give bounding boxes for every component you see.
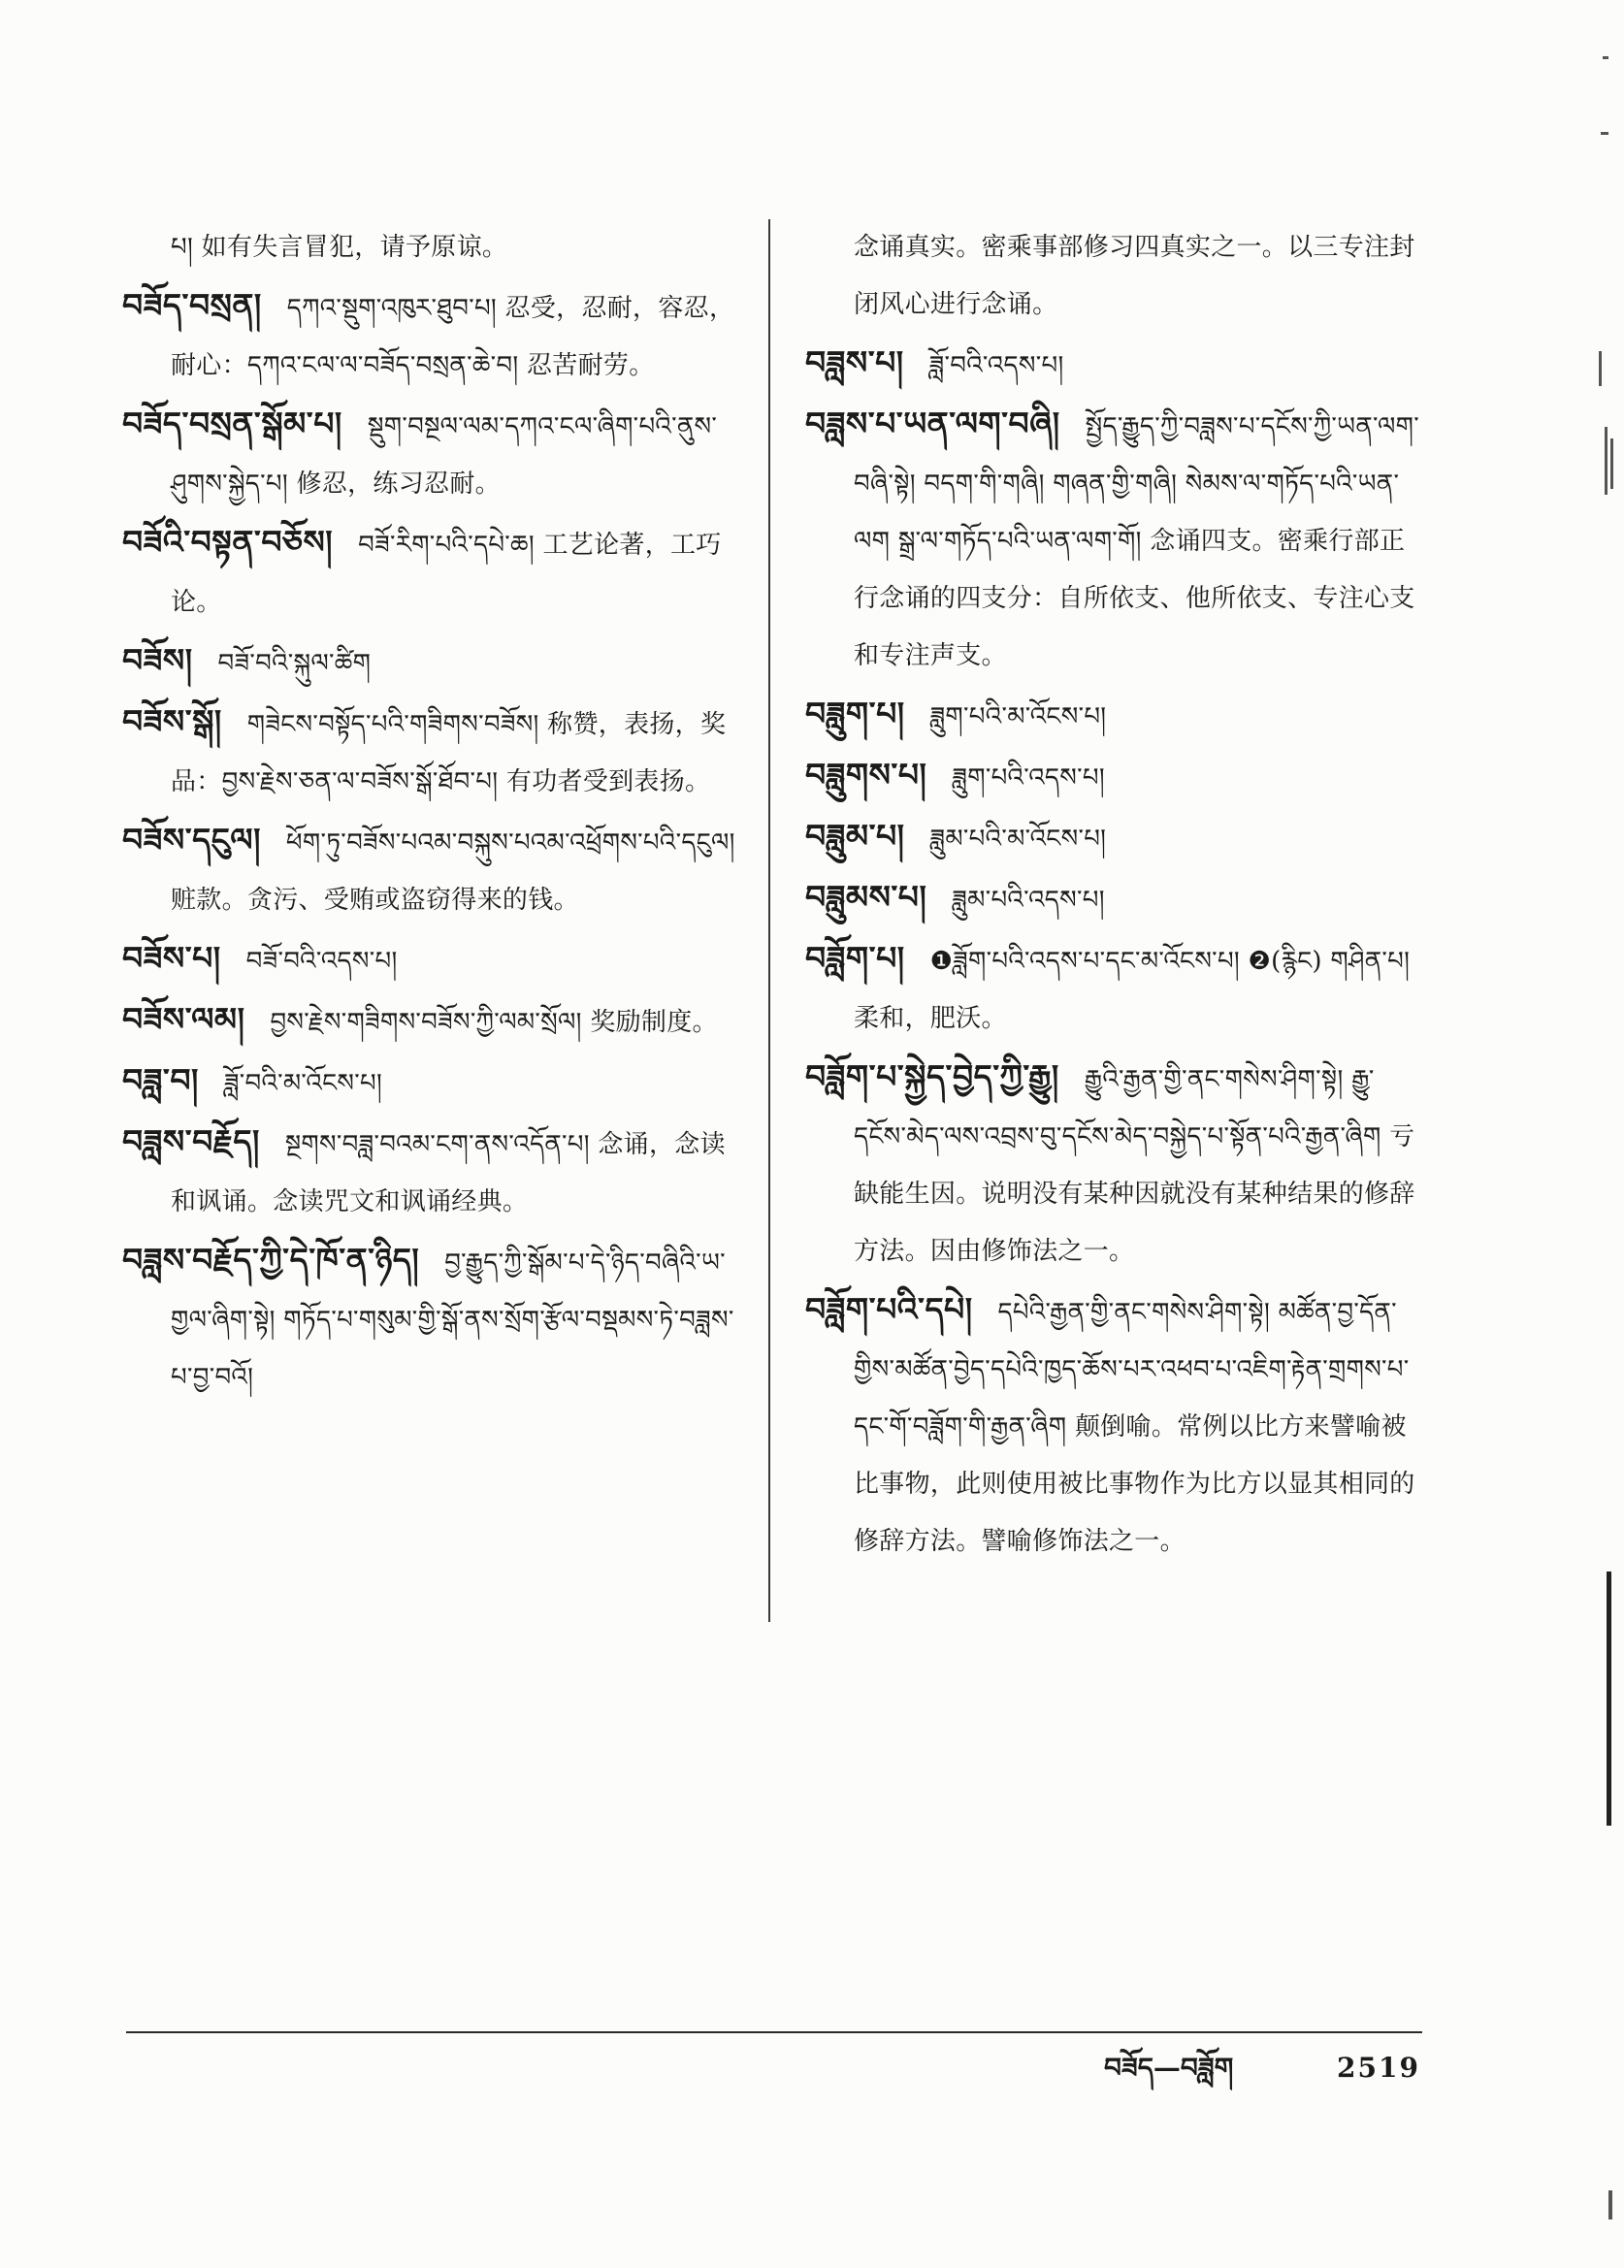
dictionary-entry — [122, 1052, 743, 1113]
scan-mark — [1605, 427, 1608, 495]
headword: བཟློག་པའི་དཔེ། — [805, 1290, 973, 1328]
headword: བཟླས་བརྗོད་ཀྱི་དེ་ཁོ་ན་ཉིད། — [122, 1241, 420, 1279]
headword: བཟློག་པ་སྐྱེད་བྱེད་ཀྱི་རྒྱུ། — [805, 1057, 1059, 1095]
definition: བྱ་རྒྱུད་ཀྱི་སྒོམ་པ་དེ་ཉིད་བཞིའི་ཡ་གྱལ་ཞིག་སྟེ། གཏོད་པ་གསུམ་གྱི་སྒོ་ནས་སྲོག་རྩོལ་བསྡམས་ཏེ་བཟླས་པ་བྱ་བའོ། — [171, 1248, 734, 1392]
definition: ཟླུག་པའི་འདས་པ། — [952, 763, 1105, 793]
dictionary-entry — [122, 276, 743, 395]
entry-continuation — [122, 219, 743, 276]
definition: ཟློ་བའི་འདས་པ། — [928, 351, 1064, 380]
dictionary-entry — [122, 1113, 743, 1231]
dictionary-entry — [122, 929, 743, 990]
definition: ཟློ་བའི་མ་འོངས་པ། — [223, 1069, 383, 1098]
headword: བཟློག་པ། — [805, 939, 905, 977]
scan-mark — [1607, 1571, 1611, 1826]
scan-mark — [1599, 351, 1602, 386]
definition: ཟླུམ་པའི་མ་འོངས་པ། — [929, 825, 1107, 854]
dictionary-entry — [805, 685, 1426, 746]
definition: སྤྱོད་རྒྱུད་ཀྱི་བཟླས་པ་དངོས་ཀྱི་ཡན་ལག་བཞི་སྟེ། བདག་གི་གཞི། གཞན་གྱི་གཞི། སེམས་ལ་གཏོད་པའི་ཡན་ལག སྒྲ་ལ་གཏོད་པའི་ཡན་ལག་གོ། 念诵四支。密乘行部正行念诵的四支分：自所依支、他所依支、专注心支和专注声支。 — [854, 412, 1419, 670]
scan-mark — [1601, 132, 1608, 135]
scan-mark — [1608, 2190, 1612, 2219]
headword: བཟོས་དངུལ། — [122, 821, 261, 859]
dictionary-entry — [805, 807, 1426, 868]
dictionary-entry — [122, 1231, 743, 1407]
definition: ཟླུམ་པའི་འདས་པ། — [952, 886, 1105, 915]
definition: པ། 如有失言冒犯，请予原谅。 — [171, 233, 508, 262]
definition: གཟེངས་བསྟོད་པའི་གཟིགས་བཟོས། 称赞，表扬，奖品：བྱས་རྗེས་ཅན་ལ་བཟོས་སྒོ་ཐོབ་པ། 有功者受到表扬。 — [171, 710, 727, 796]
headword: བཟླུམ་པ། — [805, 817, 905, 855]
definition: བཟོ་བའི་སྐུལ་ཚིག — [217, 649, 372, 678]
headword: བཟོས་སྒོ། — [122, 702, 222, 740]
headword: བཟོད་བསྲན་སྒོམ་པ། — [122, 405, 342, 442]
definition: ❶ཟློག་པའི་འདས་པ་དང་མ་འོངས་པ། ❷(རྙིང) གཤིན་པ། 柔和，肥沃。 — [854, 947, 1411, 1033]
headword: བཟོས། — [122, 641, 193, 679]
dictionary-entry — [805, 868, 1426, 929]
dictionary-entry — [805, 334, 1426, 395]
scan-mark — [1603, 56, 1608, 59]
dictionary-entry — [805, 929, 1426, 1048]
dictionary-entry — [122, 513, 743, 632]
definition: བཟོ་བའི་འདས་པ། — [245, 947, 398, 976]
entry-continuation — [805, 219, 1426, 334]
definition: དཔེའི་རྒྱན་གྱི་ནང་གསེས་ཤིག་སྟེ། མཚོན་བྱ་དོན་གྱིས་མཚོན་བྱེད་དཔེའི་ཁྱད་ཆོས་པར་འཕབ་པ་འཇིག་རྟེན་གྲགས་པ་དང་གོ་བཟློག་གི་རྒྱན་ཞིག 颠倒喻。常例以比方来譬喻被比事物，此则使用被比事物作为比方以显其相同的修辞方法。譬喻修饰法之一。 — [854, 1298, 1415, 1556]
dictionary-entry — [122, 693, 743, 811]
left-column — [122, 219, 743, 1626]
definition: བཟོ་རིག་པའི་དཔེ་ཆ། 工艺论著，工巧论。 — [171, 531, 722, 617]
definition: བྱས་རྗེས་གཟིགས་བཟོས་ཀྱི་ལམ་སྲོལ། 奖励制度。 — [270, 1008, 718, 1037]
dictionary-entry — [122, 395, 743, 513]
headword: བཟོས་ལམ། — [122, 1000, 245, 1038]
footer-rule — [126, 2031, 1422, 2033]
dictionary-entry — [805, 1048, 1426, 1280]
headword: བཟླུག་པ། — [805, 695, 905, 732]
page-range: བཟོད—བཟློག — [1104, 2052, 1234, 2084]
definition: སྡུག་བསྔལ་ལམ་དཀའ་ངལ་ཞིག་པའི་ནུས་ཤུགས་སྐྱེད་པ། 修忍，练习忍耐。 — [171, 412, 718, 499]
right-column — [805, 219, 1426, 1626]
headword: བཟོའི་བསྟན་བཅོས། — [122, 523, 334, 561]
dictionary-entry — [805, 395, 1426, 685]
dictionary-entry — [805, 746, 1426, 807]
headword: བཟླུགས་པ། — [805, 756, 927, 794]
page-number: 2519 — [1337, 2052, 1420, 2084]
headword: བཟླ་བ། — [122, 1061, 199, 1099]
definition: རྒྱུའི་རྒྱན་གྱི་ནང་གསེས་ཤིག་སྟེ། རྒྱུ་དངོས་མེད་ལས་འབྲས་བུ་དངོས་མེད་བསྐྱེད་པ་སྟོན་པའི་རྒྱན་ཞིག 亏缺能生因。说明没有某种因就没有某种结果的修辞方法。因由修饰法之一。 — [854, 1065, 1415, 1266]
headword: བཟླས་བརྗོད། — [122, 1122, 260, 1160]
dictionary-entry — [122, 811, 743, 929]
definition: སྔགས་བཟླ་བའམ་ངག་ནས་འདོན་པ། 念诵，念读和讽诵。念读咒文和讽诵经典。 — [171, 1130, 726, 1216]
headword: བཟླུམས་པ། — [805, 878, 927, 916]
column-divider — [768, 219, 770, 1622]
scan-mark — [1610, 438, 1613, 489]
definition: ཕོག་ཏུ་བཟོས་པའམ་བསྐུས་པའམ་འཕྲོགས་པའི་དངུལ། 赃款。贪污、受贿或盗窃得来的钱。 — [171, 828, 735, 915]
headword: བཟླས་པ་ཡན་ལག་བཞི། — [805, 405, 1060, 442]
headword: བཟོས་པ། — [122, 939, 221, 977]
dictionary-entry — [122, 632, 743, 693]
definition: 念诵真实。密乘事部修习四真实之一。以三专注封闭风心进行念诵。 — [854, 233, 1415, 319]
headword: བཟོད་བསྲན། — [122, 286, 262, 324]
definition: ཟླུག་པའི་མ་འོངས་པ། — [929, 702, 1107, 731]
dictionary-entry — [122, 990, 743, 1052]
definition: དཀའ་སྡུག་འཁུར་ཐུབ་པ། 忍受，忍耐，容忍，耐心：དཀའ་ངལ་ལ་བཟོད་བསྲན་ཆེ་བ། 忍苦耐劳。 — [171, 294, 735, 380]
dictionary-entry — [805, 1280, 1426, 1571]
headword: བཟླས་པ། — [805, 343, 904, 381]
